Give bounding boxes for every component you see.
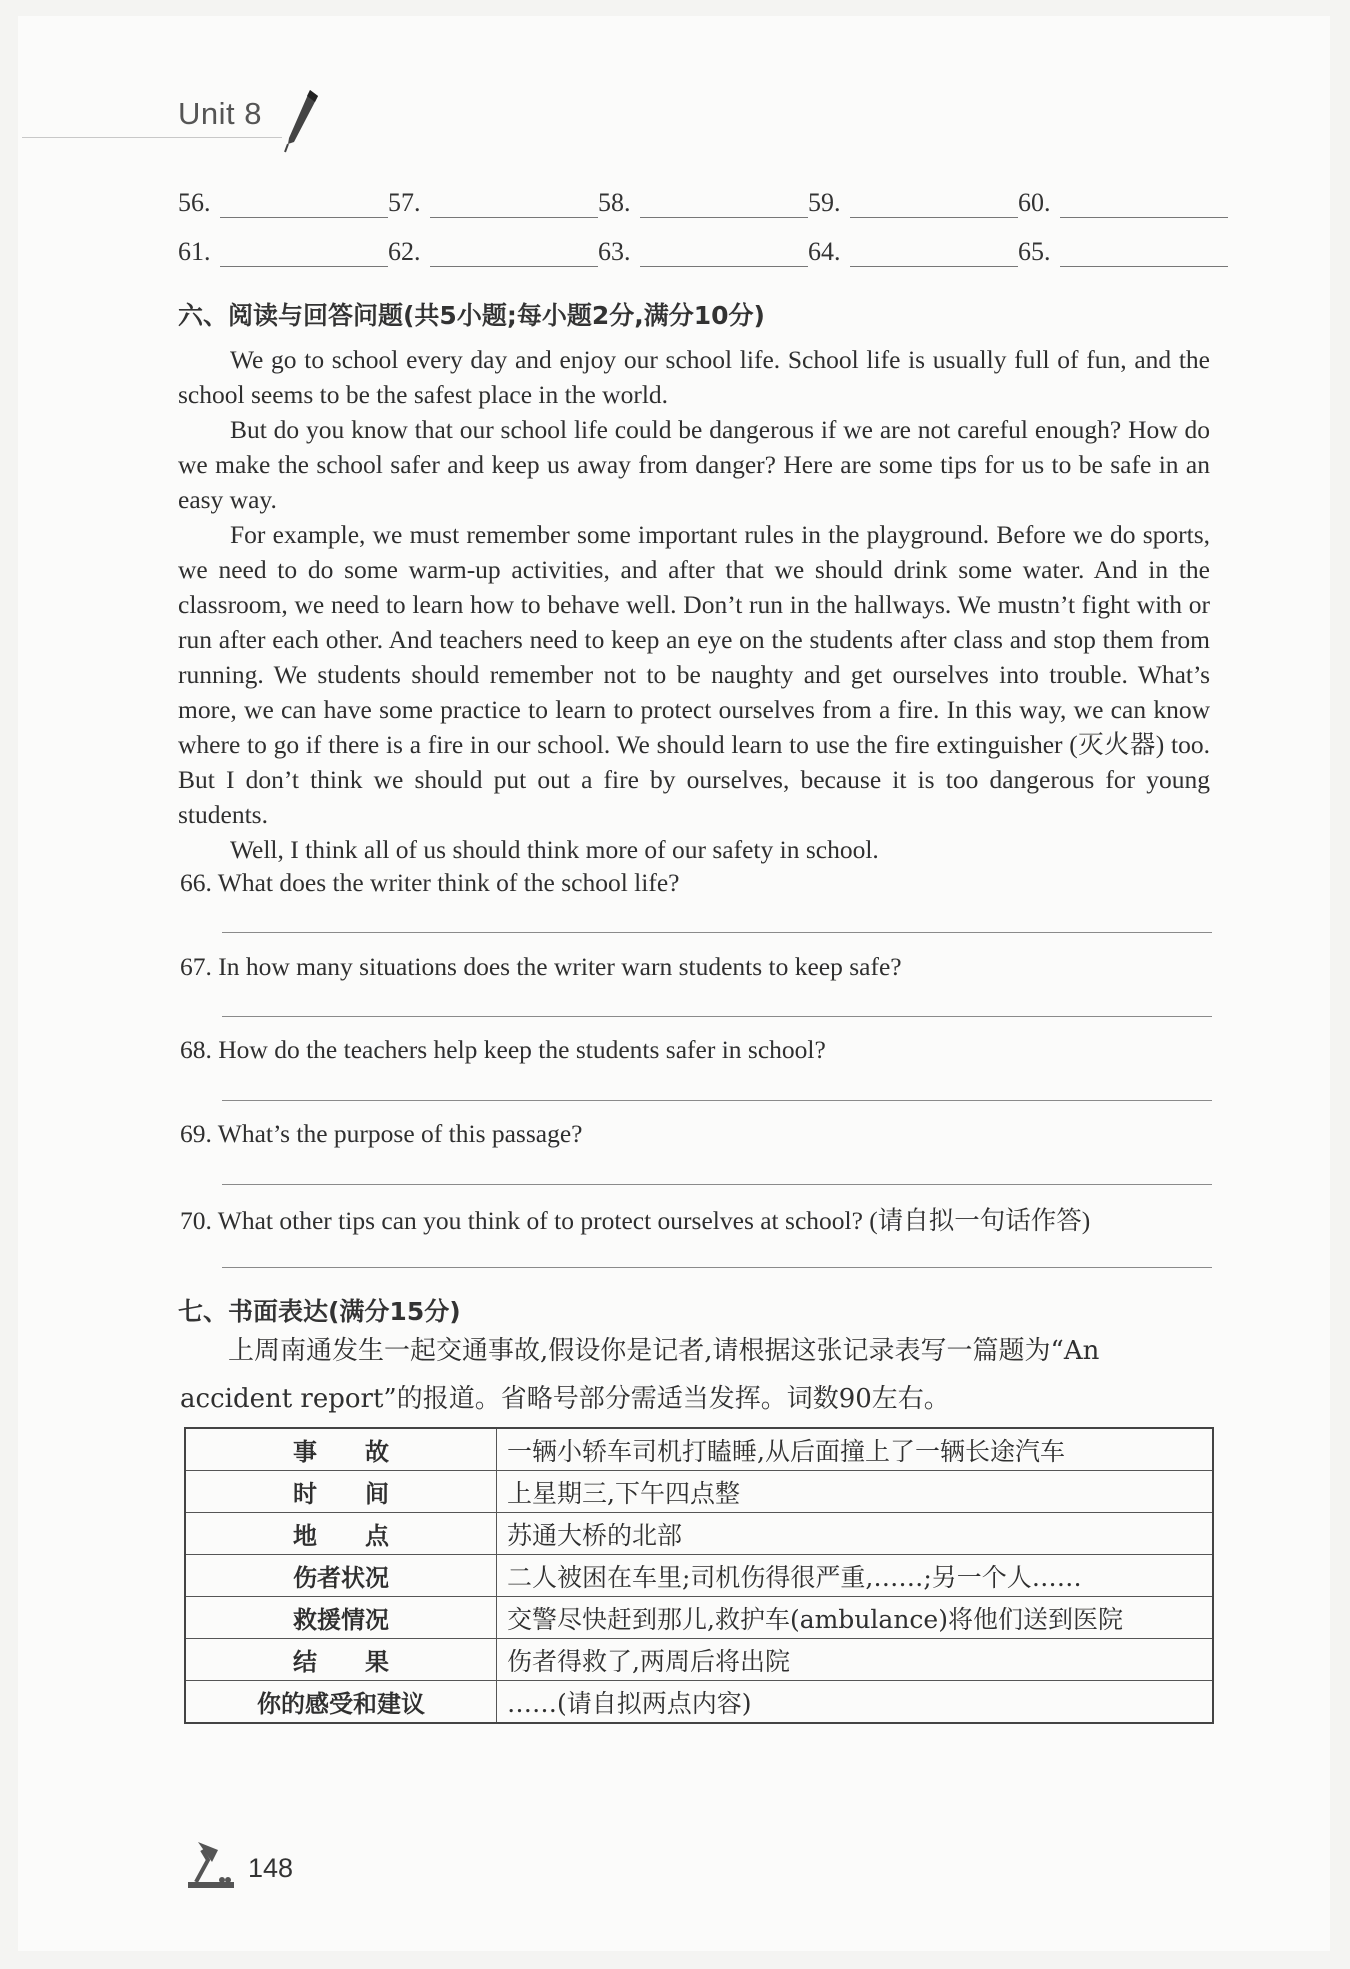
table-key: 伤者状况 <box>185 1555 497 1597</box>
passage-paragraph-2: But do you know that our school life could be dangerous if we are not careful enough? How do we make the school safer and keep us away from danger? Here are some tips for us to be safe in an easy way. <box>178 415 1210 514</box>
passage-paragraph-1: We go to school every day and enjoy our school life. School life is usually full of fun, and the school seems to be the safest place in the world. <box>178 345 1210 409</box>
table-value: 上星期三,下午四点整 <box>497 1471 1214 1513</box>
answer-blank[interactable]: 56. <box>178 188 388 222</box>
answer-blank[interactable]: 63. <box>598 237 808 271</box>
table-value: ……(请自拟两点内容) <box>497 1681 1214 1724</box>
writing-task-intro: 上周南通发生一起交通事故,假设你是记者,请根据这张记录表写一篇题为“An accident report”的报道。省略号部分需适当发挥。词数90左右。 <box>180 1336 1100 1414</box>
table-key: 地 点 <box>185 1513 497 1555</box>
table-row <box>185 1471 1213 1513</box>
answer-blank[interactable]: 59. <box>808 188 1018 222</box>
question-70: 70. What other tips can you think of to protect ourselves at school? (请自拟一句话作答) <box>180 1206 1091 1235</box>
table-key: 事 故 <box>185 1428 497 1471</box>
desk-lamp-icon <box>182 1838 244 1890</box>
section-6-heading: 六、阅读与回答问题(共5小题;每小题2分,满分10分) <box>178 301 765 330</box>
table-key: 你的感受和建议 <box>185 1681 497 1724</box>
answer-blank[interactable]: 64. <box>808 237 1018 271</box>
answer-blank[interactable]: 60. <box>1018 188 1228 222</box>
table-row <box>185 1639 1213 1681</box>
table-value: 二人被困在车里;司机伤得很严重,……;另一个人…… <box>497 1555 1214 1597</box>
answer-blank[interactable]: 61. <box>178 237 388 271</box>
table-row <box>185 1428 1213 1471</box>
table-value: 苏通大桥的北部 <box>497 1513 1214 1555</box>
table-key: 救援情况 <box>185 1597 497 1639</box>
table-row <box>185 1681 1213 1724</box>
question-67: 67. In how many situations does the writer warn students to keep safe? <box>180 952 902 981</box>
answer-blank[interactable]: 65. <box>1018 237 1228 271</box>
accident-record-table <box>184 1427 1214 1724</box>
table-row <box>185 1555 1213 1597</box>
header-rule <box>22 137 282 138</box>
table-row <box>185 1513 1213 1555</box>
blank-row-1 <box>178 188 1208 222</box>
answer-line-66[interactable] <box>222 932 1212 933</box>
answer-line-70[interactable] <box>222 1267 1212 1268</box>
pen-icon <box>280 86 322 154</box>
blank-row-2 <box>178 237 1208 271</box>
table-key: 时 间 <box>185 1471 497 1513</box>
passage-paragraph-3: For example, we must remember some important rules in the playground. Before we do sports, we need to do some warm-up activities, and after that we should drink some water. And in the classroom, we need to learn how to behave well. Don’t run in the hallways. We mustn’t fight with or run after each other. And teachers need to keep an eye on the students after class and stop them from running. We students should remember not to be naughty and get ourselves into trouble. What’s more, we can have some practice to learn to protect ourselves from a fire. In this way, we can know where to go if there is a fire in our school. We should learn to use the fire extinguisher (灭火器) too. But I don’t think we should put out a fire by ourselves, because it is too dangerous for young students. <box>178 520 1210 829</box>
table-value: 交警尽快赶到那儿,救护车(ambulance)将他们送到医院 <box>497 1597 1214 1639</box>
answer-blank[interactable]: 57. <box>388 188 598 222</box>
section-7-heading: 七、书面表达(满分15分) <box>178 1297 461 1326</box>
answer-blank[interactable]: 58. <box>598 188 808 222</box>
answer-blank[interactable]: 62. <box>388 237 598 271</box>
table-key: 结 果 <box>185 1639 497 1681</box>
question-68: 68. How do the teachers help keep the students safer in school? <box>180 1035 826 1064</box>
unit-title: Unit 8 <box>178 96 262 131</box>
answer-line-67[interactable] <box>222 1016 1212 1017</box>
table-row <box>185 1597 1213 1639</box>
question-69: 69. What’s the purpose of this passage? <box>180 1119 583 1148</box>
table-value: 伤者得救了,两周后将出院 <box>497 1639 1214 1681</box>
question-66: 66. What does the writer think of the school life? <box>180 868 680 897</box>
table-value: 一辆小轿车司机打瞌睡,从后面撞上了一辆长途汽车 <box>497 1428 1214 1471</box>
page-number: 148 <box>248 1853 294 1883</box>
passage-paragraph-4: Well, I think all of us should think more of our safety in school. <box>230 835 879 864</box>
answer-line-68[interactable] <box>222 1100 1212 1101</box>
answer-line-69[interactable] <box>222 1184 1212 1185</box>
